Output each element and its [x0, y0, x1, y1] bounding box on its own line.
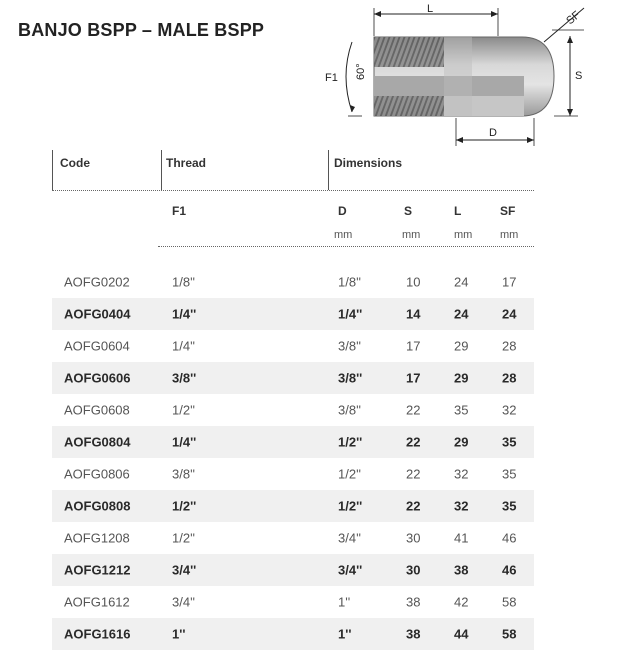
cell-sf: 35 [502, 434, 517, 450]
cell-l: 29 [454, 434, 469, 450]
cell-thread: 1/4'' [172, 338, 196, 354]
cell-sf: 35 [502, 466, 517, 482]
units-rule [158, 246, 534, 247]
cell-s: 30 [406, 530, 421, 546]
cell-code: AOFG0808 [64, 498, 131, 514]
unit-l: mm [454, 229, 473, 241]
cell-code: AOFG0608 [64, 402, 130, 418]
cell-code: AOFG1616 [64, 626, 131, 642]
cell-d: 1/2'' [338, 498, 363, 514]
header-rule [52, 190, 534, 191]
unit-s: mm [402, 229, 421, 241]
header-code: Code [60, 156, 90, 170]
label-d: D [489, 127, 497, 139]
cell-d: 3/4'' [338, 562, 363, 578]
cell-d: 1'' [338, 594, 351, 610]
cell-thread: 3/8'' [172, 370, 197, 386]
subheader-f1: F1 [172, 204, 187, 218]
cell-l: 32 [454, 498, 469, 514]
cell-d: 3/8'' [338, 338, 362, 354]
header-divider [52, 150, 53, 190]
table-row [52, 618, 534, 650]
label-l: L [427, 3, 434, 15]
cell-sf: 58 [502, 594, 517, 610]
cell-l: 24 [454, 306, 469, 322]
table-row [52, 490, 534, 522]
cell-sf: 24 [502, 306, 517, 322]
label-f1: F1 [325, 72, 338, 84]
cell-thread: 1/2'' [172, 530, 196, 546]
cell-code: AOFG1612 [64, 594, 130, 610]
cell-thread: 1/4'' [172, 434, 197, 450]
cell-d: 1/2'' [338, 434, 363, 450]
cell-code: AOFG0806 [64, 466, 130, 482]
cell-code: AOFG0404 [64, 306, 131, 322]
fitting-drawing [322, 0, 640, 150]
table-row [52, 330, 534, 362]
label-angle: 60° [355, 63, 367, 80]
cell-code: AOFG0604 [64, 338, 130, 354]
table-row [52, 426, 534, 458]
cell-thread: 3/8'' [172, 466, 196, 482]
cell-code: AOFG0606 [64, 370, 131, 386]
cell-thread: 1'' [172, 626, 186, 642]
cell-thread: 1/8'' [172, 274, 196, 290]
cell-d: 1'' [338, 626, 352, 642]
cell-sf: 58 [502, 626, 517, 642]
header-divider [328, 150, 329, 190]
table-row [52, 586, 534, 618]
subheader-sf: SF [500, 204, 516, 218]
cell-l: 32 [454, 466, 469, 482]
unit-d: mm [334, 229, 353, 241]
cell-d: 3/8'' [338, 370, 363, 386]
cell-code: AOFG0804 [64, 434, 131, 450]
cell-d: 3/8'' [338, 402, 362, 418]
table-row [52, 266, 534, 298]
table-row [52, 298, 534, 330]
cell-s: 38 [406, 594, 421, 610]
label-s: S [575, 70, 583, 82]
cell-sf: 28 [502, 370, 517, 386]
subheader-l: L [454, 204, 462, 218]
cell-sf: 35 [502, 498, 517, 514]
cell-sf: 46 [502, 562, 517, 578]
cell-thread: 3/4'' [172, 562, 197, 578]
cell-s: 22 [406, 402, 421, 418]
cell-s: 38 [406, 626, 421, 642]
cell-d: 1/4'' [338, 306, 363, 322]
cell-code: AOFG1208 [64, 530, 130, 546]
cell-thread: 3/4'' [172, 594, 196, 610]
cell-d: 3/4'' [338, 530, 362, 546]
subheader-d: D [338, 204, 347, 218]
cell-d: 1/2'' [338, 466, 362, 482]
cell-s: 22 [406, 434, 421, 450]
cell-thread: 1/2'' [172, 498, 197, 514]
cell-s: 30 [406, 562, 421, 578]
cell-l: 24 [454, 274, 469, 290]
cell-d: 1/8'' [338, 274, 362, 290]
cell-s: 22 [406, 498, 421, 514]
unit-sf: mm [500, 229, 519, 241]
header-divider [161, 150, 162, 190]
cell-s: 10 [406, 274, 421, 290]
cell-sf: 17 [502, 274, 517, 290]
cell-s: 14 [406, 306, 421, 322]
cell-l: 41 [454, 530, 469, 546]
cell-l: 29 [454, 370, 469, 386]
cell-code: AOFG0202 [64, 274, 130, 290]
cell-l: 29 [454, 338, 469, 354]
cell-s: 17 [406, 338, 421, 354]
page-title: BANJO BSPP – MALE BSPP [18, 20, 265, 40]
cell-thread: 1/2'' [172, 402, 196, 418]
header-thread: Thread [166, 156, 207, 170]
table-row [52, 362, 534, 394]
label-sf: SF [564, 8, 583, 28]
table-row [52, 394, 534, 426]
cell-s: 17 [406, 370, 421, 386]
cell-thread: 1/4'' [172, 306, 197, 322]
cell-code: AOFG1212 [64, 562, 131, 578]
cell-l: 38 [454, 562, 469, 578]
table-row [52, 522, 534, 554]
cell-l: 42 [454, 594, 469, 610]
cell-s: 22 [406, 466, 421, 482]
subheader-s: S [404, 204, 413, 218]
table-row [52, 458, 534, 490]
cell-l: 44 [454, 626, 469, 642]
header-dimensions: Dimensions [334, 156, 403, 170]
cell-sf: 46 [502, 530, 517, 546]
cell-sf: 32 [502, 402, 517, 418]
cell-l: 35 [454, 402, 469, 418]
cell-sf: 28 [502, 338, 517, 354]
table-row [52, 554, 534, 586]
